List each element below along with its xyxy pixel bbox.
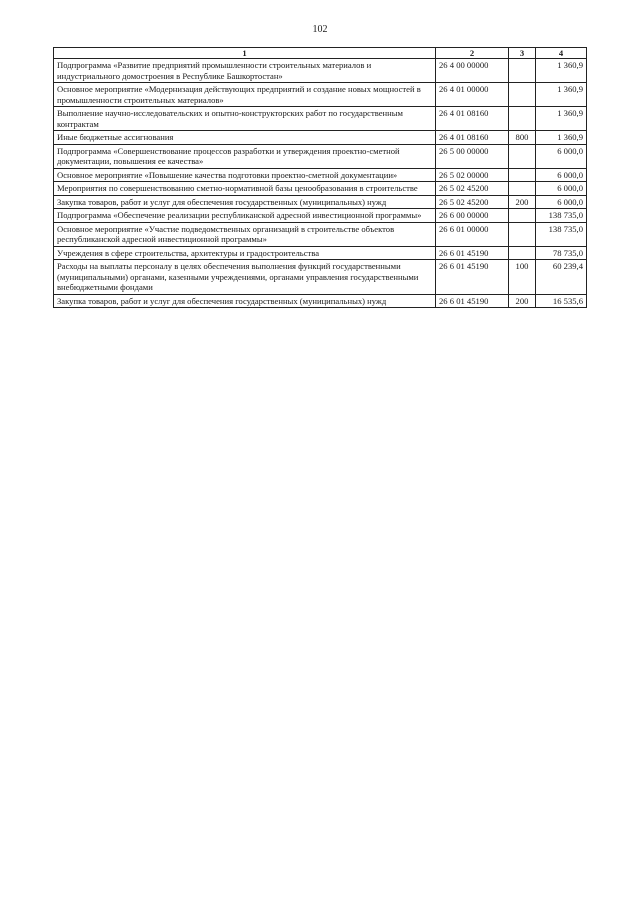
row-amount-cell: 138 735,0 [536, 209, 587, 223]
row-code-cell: 26 5 02 45200 [436, 182, 509, 196]
row-name-cell: Закупка товаров, работ и услуг для обеспечения государственных (муниципальных) нужд [54, 294, 436, 308]
row-name-cell: Основное мероприятие «Участие подведомственных организаций в строительстве объектов республиканской адресной инвестиционной программы» [54, 222, 436, 246]
page-number: 102 [312, 24, 328, 35]
row-name-cell: Подпрограмма «Обеспечение реализации республиканской адресной инвестиционной программы» [54, 209, 436, 223]
row-name-cell: Основное мероприятие «Повышение качества подготовки проектно-сметной документации» [54, 168, 436, 182]
row-amount-cell: 16 535,6 [536, 294, 587, 308]
row-amount-cell: 1 360,9 [536, 59, 587, 83]
row-expense-type-cell [509, 107, 536, 131]
table-row [54, 182, 587, 196]
row-amount-cell: 138 735,0 [536, 222, 587, 246]
row-code-cell: 26 6 01 45190 [436, 246, 509, 260]
table-row [54, 294, 587, 308]
row-name-cell: Выполнение научно-исследовательских и опытно-конструкторских работ по государственным контрактам [54, 107, 436, 131]
row-name-cell: Закупка товаров, работ и услуг для обеспечения государственных (муниципальных) нужд [54, 195, 436, 209]
row-code-cell: 26 6 01 45190 [436, 294, 509, 308]
row-code-cell: 26 4 00 00000 [436, 59, 509, 83]
row-expense-type-cell [509, 222, 536, 246]
row-expense-type-cell: 200 [509, 195, 536, 209]
row-amount-cell: 78 735,0 [536, 246, 587, 260]
row-expense-type-cell: 200 [509, 294, 536, 308]
row-code-cell: 26 5 00 00000 [436, 144, 509, 168]
header-col-2: 2 [436, 48, 509, 59]
row-code-cell: 26 6 01 45190 [436, 260, 509, 295]
row-amount-cell: 6 000,0 [536, 182, 587, 196]
row-amount-cell: 6 000,0 [536, 168, 587, 182]
row-code-cell: 26 5 02 45200 [436, 195, 509, 209]
table-row [54, 144, 587, 168]
row-amount-cell: 60 239,4 [536, 260, 587, 295]
row-expense-type-cell [509, 59, 536, 83]
row-code-cell: 26 4 01 08160 [436, 131, 509, 145]
table-row [54, 246, 587, 260]
row-code-cell: 26 4 01 00000 [436, 83, 509, 107]
row-name-cell: Подпрограмма «Совершенствование процессов разработки и утверждения проектно-сметной документации, повышения ее качества» [54, 144, 436, 168]
header-col-3: 3 [509, 48, 536, 59]
row-name-cell: Подпрограмма «Развитие предприятий промышленности строительных материалов и индустриального домостроения в Республике Башкортостан» [54, 59, 436, 83]
row-name-cell: Иные бюджетные ассигнования [54, 131, 436, 145]
table-row [54, 222, 587, 246]
row-amount-cell: 1 360,9 [536, 107, 587, 131]
row-code-cell: 26 5 02 00000 [436, 168, 509, 182]
budget-table [53, 47, 587, 308]
row-expense-type-cell [509, 83, 536, 107]
table-row [54, 260, 587, 295]
row-expense-type-cell [509, 168, 536, 182]
row-amount-cell: 6 000,0 [536, 144, 587, 168]
table-row [54, 107, 587, 131]
row-expense-type-cell: 800 [509, 131, 536, 145]
row-amount-cell: 1 360,9 [536, 83, 587, 107]
row-expense-type-cell [509, 246, 536, 260]
header-row [54, 48, 587, 59]
row-amount-cell: 1 360,9 [536, 131, 587, 145]
table-row [54, 83, 587, 107]
row-expense-type-cell [509, 182, 536, 196]
table-row [54, 131, 587, 145]
header-col-4: 4 [536, 48, 587, 59]
row-code-cell: 26 6 01 00000 [436, 222, 509, 246]
table-row [54, 195, 587, 209]
row-name-cell: Основное мероприятие «Модернизация действующих предприятий и создание новых мощностей в промышленности строительных материалов» [54, 83, 436, 107]
row-code-cell: 26 6 00 00000 [436, 209, 509, 223]
row-expense-type-cell: 100 [509, 260, 536, 295]
row-name-cell: Мероприятия по совершенствованию сметно-нормативной базы ценообразования в строительстве [54, 182, 436, 196]
row-expense-type-cell [509, 209, 536, 223]
row-name-cell: Расходы на выплаты персоналу в целях обеспечения выполнения функций государственными (муниципальными) органами, казенными учреждениями, органами управления государственными внебюджетными фондами [54, 260, 436, 295]
table-row [54, 209, 587, 223]
table-row [54, 168, 587, 182]
row-amount-cell: 6 000,0 [536, 195, 587, 209]
row-expense-type-cell [509, 144, 536, 168]
row-name-cell: Учреждения в сфере строительства, архитектуры и градостроительства [54, 246, 436, 260]
header-col-1: 1 [54, 48, 436, 59]
row-code-cell: 26 4 01 08160 [436, 107, 509, 131]
table-row [54, 59, 587, 83]
